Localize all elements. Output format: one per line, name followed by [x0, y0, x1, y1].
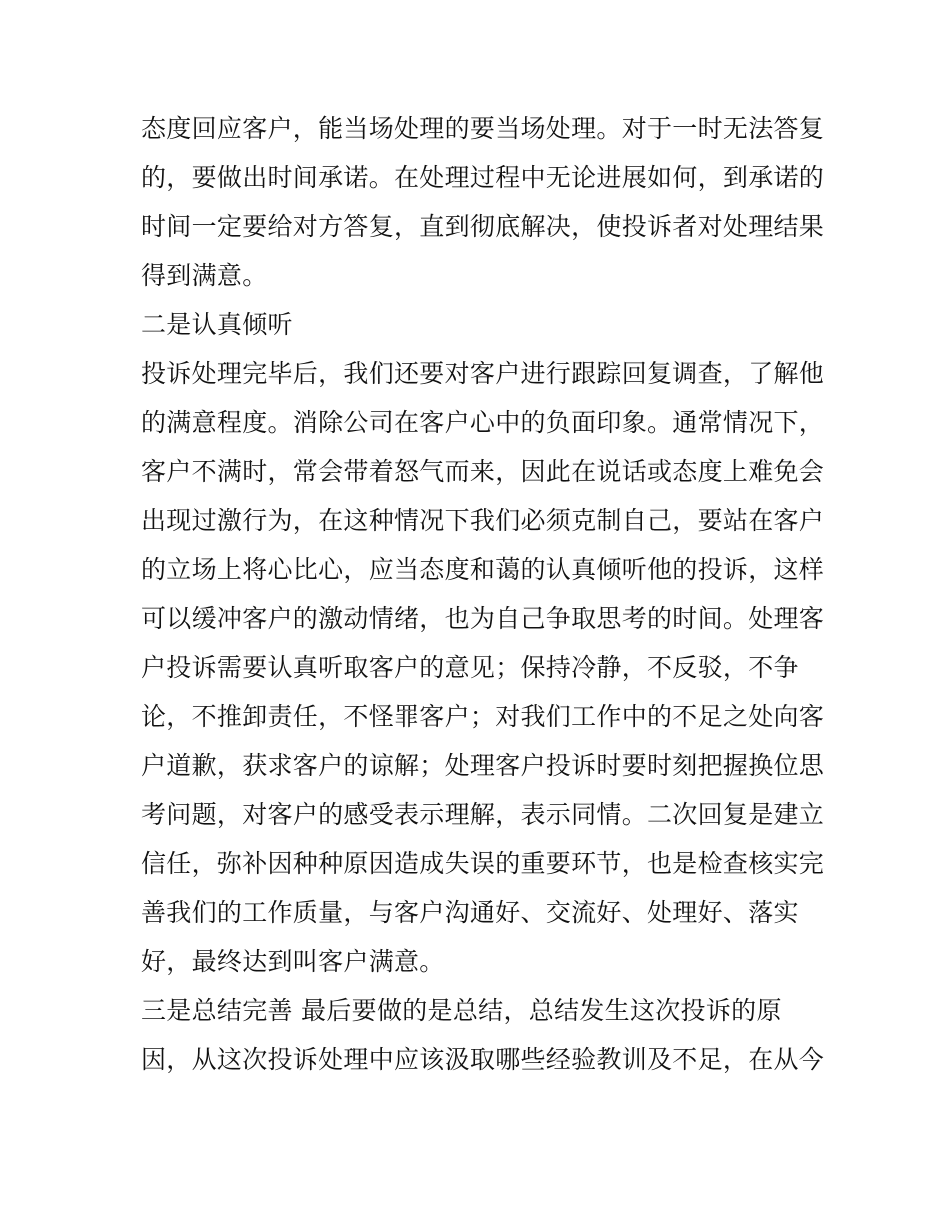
paragraph-line: 的满意程度。消除公司在客户心中的负面印象。通常情况下， [141, 408, 825, 437]
paragraph-line: 客户不满时，常会带着怒气而来，因此在说话或态度上难免会 [141, 457, 825, 486]
paragraph-line: 户道歉，获求客户的谅解；处理客户投诉时要时刻把握换位思 [141, 751, 825, 780]
section-heading-line: 三是总结完善 最后要做的是总结，总结发生这次投诉的原 [141, 996, 782, 1025]
paragraph-line: 好，最终达到叫客户满意。 [141, 947, 445, 976]
paragraph-line: 可以缓冲客户的激动情绪，也为自己争取思考的时间。处理客 [141, 604, 825, 633]
paragraph-line: 考问题，对客户的感受表示理解，表示同情。二次回复是建立 [141, 800, 825, 829]
paragraph-line: 户投诉需要认真听取客户的意见；保持冷静，不反驳，不争 [141, 653, 799, 682]
paragraph-line: 出现过激行为，在这种情况下我们必须克制自己，要站在客户 [141, 506, 825, 535]
paragraph-line: 善我们的工作质量，与客户沟通好、交流好、处理好、落实 [141, 898, 799, 927]
paragraph-line: 得到满意。 [141, 261, 268, 290]
paragraph-line: 的，要做出时间承诺。在处理过程中无论进展如何，到承诺的 [141, 163, 825, 192]
section-heading: 二是认真倾听 [141, 310, 293, 339]
paragraph-line: 投诉处理完毕后，我们还要对客户进行跟踪回复调查，了解他 [141, 359, 825, 388]
paragraph-line: 的立场上将心比心，应当态度和蔼的认真倾听他的投诉，这样 [141, 555, 825, 584]
paragraph-line: 因，从这次投诉处理中应该汲取哪些经验教训及不足，在从今 [141, 1045, 825, 1074]
paragraph-line: 信任，弥补因种种原因造成失误的重要环节，也是检查核实完 [141, 849, 825, 878]
paragraph-line: 态度回应客户，能当场处理的要当场处理。对于一时无法答复 [141, 114, 825, 143]
paragraph-line: 论，不推卸责任，不怪罪客户；对我们工作中的不足之处向客 [141, 702, 825, 731]
paragraph-line: 时间一定要给对方答复，直到彻底解决，使投诉者对处理结果 [141, 212, 825, 241]
